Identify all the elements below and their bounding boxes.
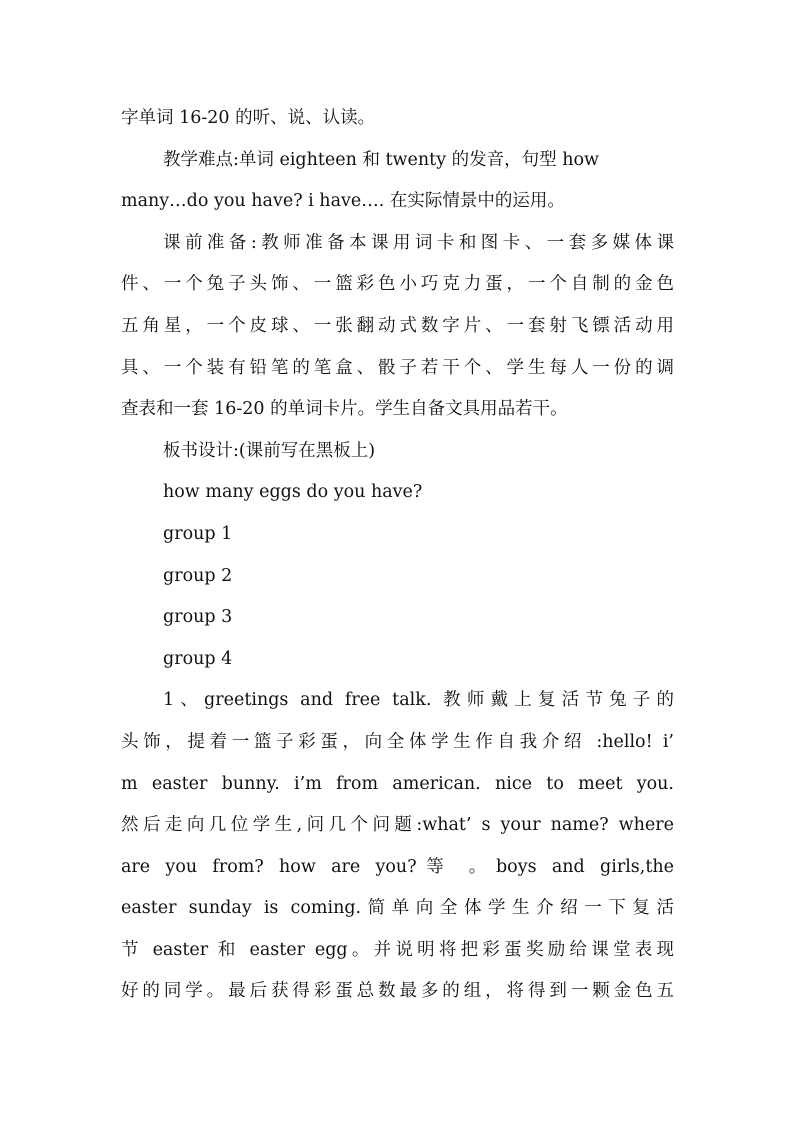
text-line: 板书设计:(课前写在黑板上) <box>163 440 376 461</box>
text-line: group 3 <box>163 607 233 628</box>
text-line: easter sunday is coming.简单向全体学生介绍一下复活 <box>121 898 674 919</box>
text-line: 查表和一套 16-20 的单词卡片。学生自备文具用品若干。 <box>121 399 568 420</box>
text-line: group 1 <box>163 523 233 544</box>
text-line: 节 easter 和 easter egg。并说明将把彩蛋奖励给课堂表现 <box>121 939 674 960</box>
text-line: 课前准备:教师准备本课用词卡和图卡、一套多媒体课 <box>163 232 674 253</box>
text-line: m easter bunny. i’m from american. nice to meet you. <box>121 773 674 794</box>
text-line: are you from? how are you?等 。boys and girls,the <box>121 856 674 877</box>
text-line: 1、greetings and free talk. 教师戴上复活节兔子的 <box>163 690 674 711</box>
text-line: many…do you have? i have…. 在实际情景中的运用。 <box>121 191 565 212</box>
text-line: 五角星，一个皮球、一张翻动式数字片、一套射飞镖活动用 <box>121 315 674 336</box>
text-line: 头饰，提着一篮子彩蛋，向全体学生作自我介绍 :hello! i’ <box>121 731 674 752</box>
text-line: group 2 <box>163 565 233 586</box>
text-line: 字单词 16-20 的听、说、认读。 <box>121 108 376 128</box>
text-line: 件、一个兔子头饰、一篮彩色小巧克力蛋，一个自制的金色 <box>121 274 674 295</box>
text-line: group 4 <box>163 648 233 669</box>
text-line: how many eggs do you have? <box>163 482 423 503</box>
document-body <box>121 98 674 1013</box>
text-line: 好的同学。最后获得彩蛋总数最多的组，将得到一颗金色五 <box>121 981 674 1002</box>
text-line: 教学难点:单词 eighteen 和 twenty 的发音，句型 how <box>163 149 599 170</box>
text-line: 然后走向几位学生,问几个问题:what’ s your name? where <box>121 815 674 836</box>
text-line: 具、一个装有铅笔的笔盒、骰子若干个、学生每人一份的调 <box>121 357 674 378</box>
